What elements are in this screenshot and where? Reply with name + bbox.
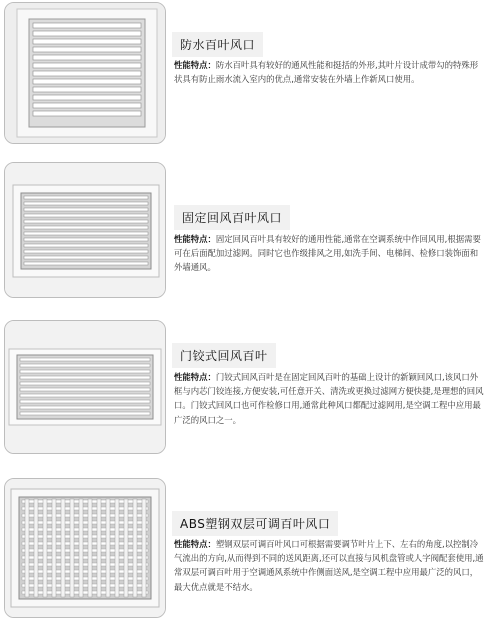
- feature-label: 性能特点：: [174, 539, 216, 549]
- product-description: [174, 58, 486, 86]
- product-image-fixed-return-louver: [4, 162, 166, 298]
- product-image-waterproof-louver: [4, 2, 166, 144]
- description-text: 门铰式回风百叶是在固定回风百叶的基础上设计的新颖回风口,该风口外框与内芯门铰连接,方便安装,可任意开关、清洗或更换过滤网方便快捷,是理想的回风口。门铰式回风口也可作检修口用,通常此种风口都配过滤网用,是空调工程中应用最广泛的风口之一。: [174, 372, 484, 425]
- product-title: 门铰式回风百叶: [172, 343, 276, 368]
- product-title: 防水百叶风口: [172, 32, 263, 57]
- product-image-abs-double-louver: [4, 478, 166, 618]
- description-text: 固定回风百叶具有较好的通用性能,通常在空调系统中作回风用,根据需要可在后面配加过滤网。同时它也作级排风之用,如洗手间、电梯间、检修口装饰面和外墙通风。: [174, 234, 481, 273]
- description-text: 塑钢双层可调百叶风口可根据需要调节叶片上下、左右的角度,以控制冷气流出的方向,从而得到不同的送风距离,还可以直接与风机盘管或人字阀配套使用,通常双层可调百叶用于空调通风系统中作侧面送风,是空调工程中应用最广泛的风口，最大优点就是不结水。: [174, 539, 484, 592]
- product-title: 固定回风百叶风口: [174, 205, 290, 230]
- product-description: [174, 537, 486, 594]
- product-description: [174, 370, 486, 427]
- product-title: ABS塑钢双层可调百叶风口: [172, 511, 338, 536]
- product-image-hinged-return-louver: [4, 320, 166, 454]
- description-text: 防水百叶具有较好的通风性能和挺括的外形,其叶片设计成带勾的特殊形状具有防止雨水流入室内的优点,通常安装在外墙上作新风口使用。: [174, 60, 479, 85]
- feature-label: 性能特点：: [174, 234, 216, 244]
- feature-label: 性能特点：: [174, 60, 216, 70]
- feature-label: 性能特点：: [174, 372, 216, 382]
- product-description: [174, 232, 486, 275]
